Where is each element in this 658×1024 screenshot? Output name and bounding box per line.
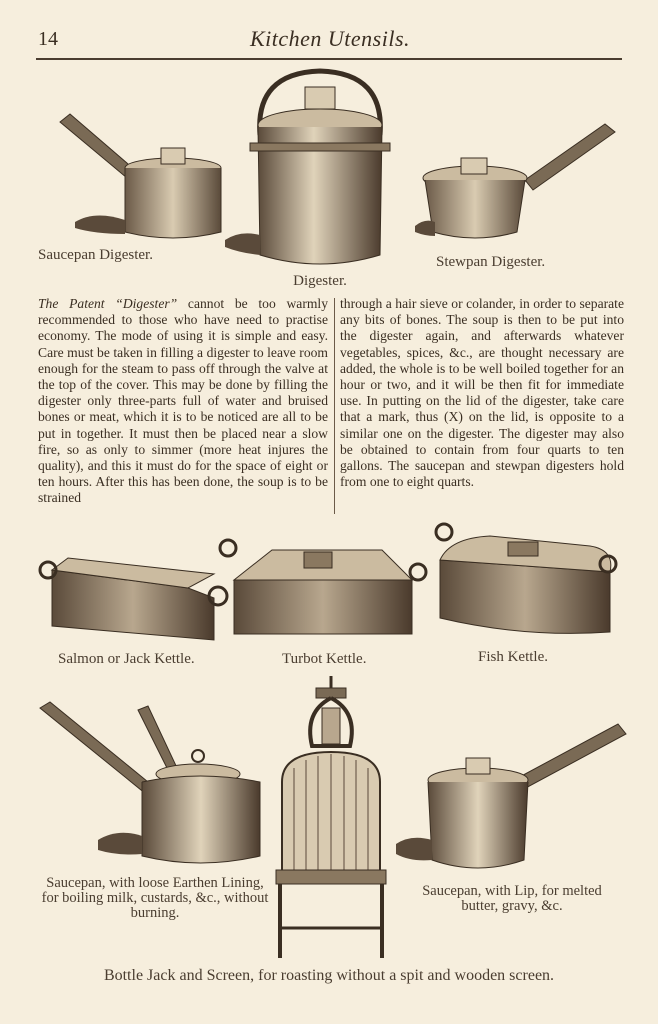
saucepan-lip-caption: Saucepan, with Lip, for melted butter, gravy, &c.	[422, 883, 602, 915]
digester-caption: Digester.	[293, 273, 347, 289]
saucepan-lip-illustration	[396, 720, 631, 880]
saucepan-lining-caption: Saucepan, with loose Earthen Lining, for boiling milk, custards, &c., without burning.	[41, 875, 269, 922]
left-body-text: cannot be too warmly recommended to those who have need to practise economy. The mode of using it is simple and easy. Care must be taken in filling a digester to leave room enough for the steam to pass off through the valve at the top of the cover. This may be done by filling the digester only three-parts full of water and bruised bones or meat, which it is to be noticed are all to be put in together. It must then be placed near a slow fire, so as only to simmer (more heat injures the quality), and this it must do for the space of eight or ten hours. After this has been done, the soup is to be strained	[38, 296, 328, 506]
header-rule	[36, 58, 622, 60]
right-text-column	[340, 296, 624, 490]
saucepan-digester-illustration	[55, 110, 225, 250]
right-body-text: through a hair sieve or colander, in order to separate any bits of bones. The soup is then to be put into the digester again, and afterwards whatever vegetables, spices, &c., are thought necessary are added, the whole is to be well boiled together for an hour or two, and it will be then fit for immediate use. In putting on the lid of the digester, take care that a mark, thus (X) on the lid, is opposite to a similar one on the digester. The digester may also be obtained to contain from four quarts to ten gallons. The saucepan and stewpan digesters hold from one to eight quarts.	[340, 296, 624, 490]
digester-intro: The Patent “Digester”	[38, 296, 178, 311]
salmon-kettle-caption: Salmon or Jack Kettle.	[58, 651, 195, 667]
fish-kettle-caption: Fish Kettle.	[478, 649, 548, 665]
fish-kettle-illustration	[430, 520, 625, 640]
turbot-kettle-caption: Turbot Kettle.	[282, 651, 367, 667]
saucepan-lining-illustration	[38, 700, 263, 870]
salmon-kettle-illustration	[38, 548, 228, 648]
stewpan-digester-caption: Stewpan Digester.	[436, 254, 546, 270]
bottle-jack-illustration	[272, 672, 390, 962]
digester-illustration	[225, 65, 395, 275]
running-title: Kitchen Utensils.	[249, 26, 411, 51]
stewpan-digester-illustration	[415, 120, 620, 250]
bottle-jack-caption: Bottle Jack and Screen, for roasting without a spit and wooden screen.	[103, 967, 555, 984]
page-number: 14	[38, 28, 58, 50]
saucepan-digester-caption: Saucepan Digester.	[38, 247, 153, 263]
left-text-column	[38, 296, 328, 507]
column-divider	[334, 298, 335, 514]
turbot-kettle-illustration	[212, 532, 437, 642]
